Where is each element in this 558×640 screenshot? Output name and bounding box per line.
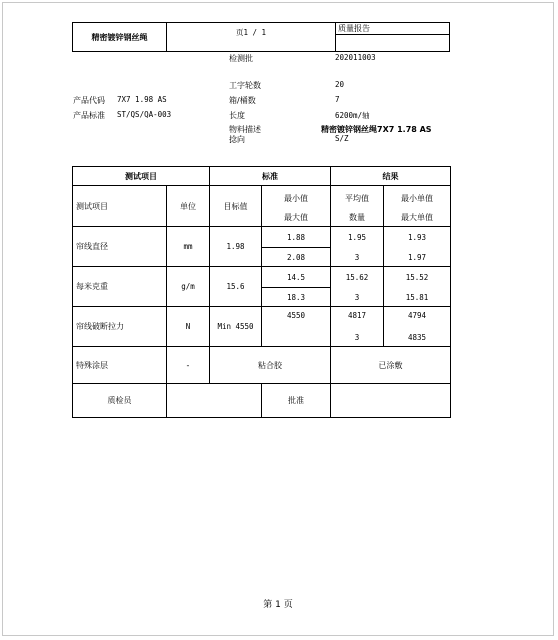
material-value: 精密镀锌钢丝绳7X7 1.78 AS <box>321 125 432 134</box>
row-item: 每米克重 <box>73 267 167 307</box>
row-target: 15.6 <box>210 267 262 307</box>
coating-unit: - <box>167 347 210 384</box>
wheel-value: 20 <box>335 80 345 89</box>
row-std-min: 4550 <box>286 311 306 320</box>
standard-value: ST/QS/QA-003 <box>117 110 172 119</box>
row-unit: mm <box>167 227 210 267</box>
sub-header-min: 最小值 <box>284 194 308 203</box>
twist-label: 捻向 <box>229 135 245 144</box>
product-title: 精密镀锌钢丝绳 <box>73 23 167 52</box>
wheel-label: 工字轮数 <box>229 81 261 90</box>
row-std-max: 18.3 <box>286 293 306 302</box>
table-row <box>73 307 451 347</box>
row-max-single: 4835 <box>407 333 427 342</box>
row-avg: 15.62 <box>345 273 369 282</box>
coating-standard: 粘合胶 <box>210 347 331 384</box>
coating-item: 特殊涂层 <box>73 347 167 384</box>
approve-label: 批准 <box>262 384 331 418</box>
table-row <box>73 227 451 267</box>
standard-label: 产品标准 <box>73 111 105 120</box>
row-target: 1.98 <box>210 227 262 267</box>
group-header-standard: 标准 <box>210 167 331 186</box>
row-std-max: 2.08 <box>286 253 306 262</box>
page-indicator: 页1 / 1 <box>235 27 267 37</box>
box-label: 箱/桶数 <box>229 96 256 105</box>
sub-header-min-single: 最小单值 <box>401 194 433 203</box>
coating-result: 已涂敷 <box>331 347 451 384</box>
row-item: 帘线破断拉力 <box>73 307 167 347</box>
page-footer: 第 1 页 <box>263 600 293 610</box>
report-title: 质量报告 <box>336 23 449 35</box>
table-row <box>73 347 451 384</box>
row-min-single: 4794 <box>407 311 427 320</box>
row-unit: N <box>167 307 210 347</box>
row-avg: 4817 <box>347 311 367 320</box>
batch-value: 202011003 <box>335 53 376 62</box>
row-max-single: 1.97 <box>407 253 427 262</box>
code-label: 产品代码 <box>73 96 105 105</box>
sub-header-unit: 单位 <box>167 186 210 227</box>
row-qty: 3 <box>354 253 360 262</box>
box-value: 7 <box>335 95 340 104</box>
length-label: 长度 <box>229 111 245 120</box>
approve-value <box>331 384 451 418</box>
twist-value: S/Z <box>335 134 349 143</box>
table-row <box>73 267 451 307</box>
row-target: Min 4550 <box>210 307 262 347</box>
sub-header-item: 测试项目 <box>73 186 167 227</box>
sub-header-qty: 数量 <box>349 213 365 222</box>
row-min-single: 15.52 <box>405 273 429 282</box>
group-header-items: 测试项目 <box>73 167 210 186</box>
inspector-value <box>167 384 262 418</box>
sub-header-max: 最大值 <box>284 213 308 222</box>
inspector-label: 质检员 <box>73 384 167 418</box>
row-std-min: 14.5 <box>286 273 306 282</box>
header-table <box>72 22 450 52</box>
material-label: 物料描述 <box>229 125 261 134</box>
test-results-table <box>72 166 451 418</box>
row-max-single: 15.81 <box>405 293 429 302</box>
row-unit: g/m <box>167 267 210 307</box>
sub-header-target: 目标值 <box>210 186 262 227</box>
batch-label: 检测批 <box>229 54 253 63</box>
length-value: 6200m/轴 <box>335 111 370 120</box>
row-std-min: 1.88 <box>286 233 306 242</box>
sub-header-max-single: 最大单值 <box>401 213 433 222</box>
group-header-results: 结果 <box>331 167 451 186</box>
row-min-single: 1.93 <box>407 233 427 242</box>
signature-row <box>73 384 451 418</box>
row-avg: 1.95 <box>347 233 367 242</box>
row-qty: 3 <box>354 293 360 302</box>
row-item: 帘线直径 <box>73 227 167 267</box>
code-value: 7X7 1.98 AS <box>117 95 167 104</box>
row-qty: 3 <box>354 333 360 342</box>
sub-header-avg: 平均值 <box>345 194 369 203</box>
report-page <box>2 2 554 636</box>
